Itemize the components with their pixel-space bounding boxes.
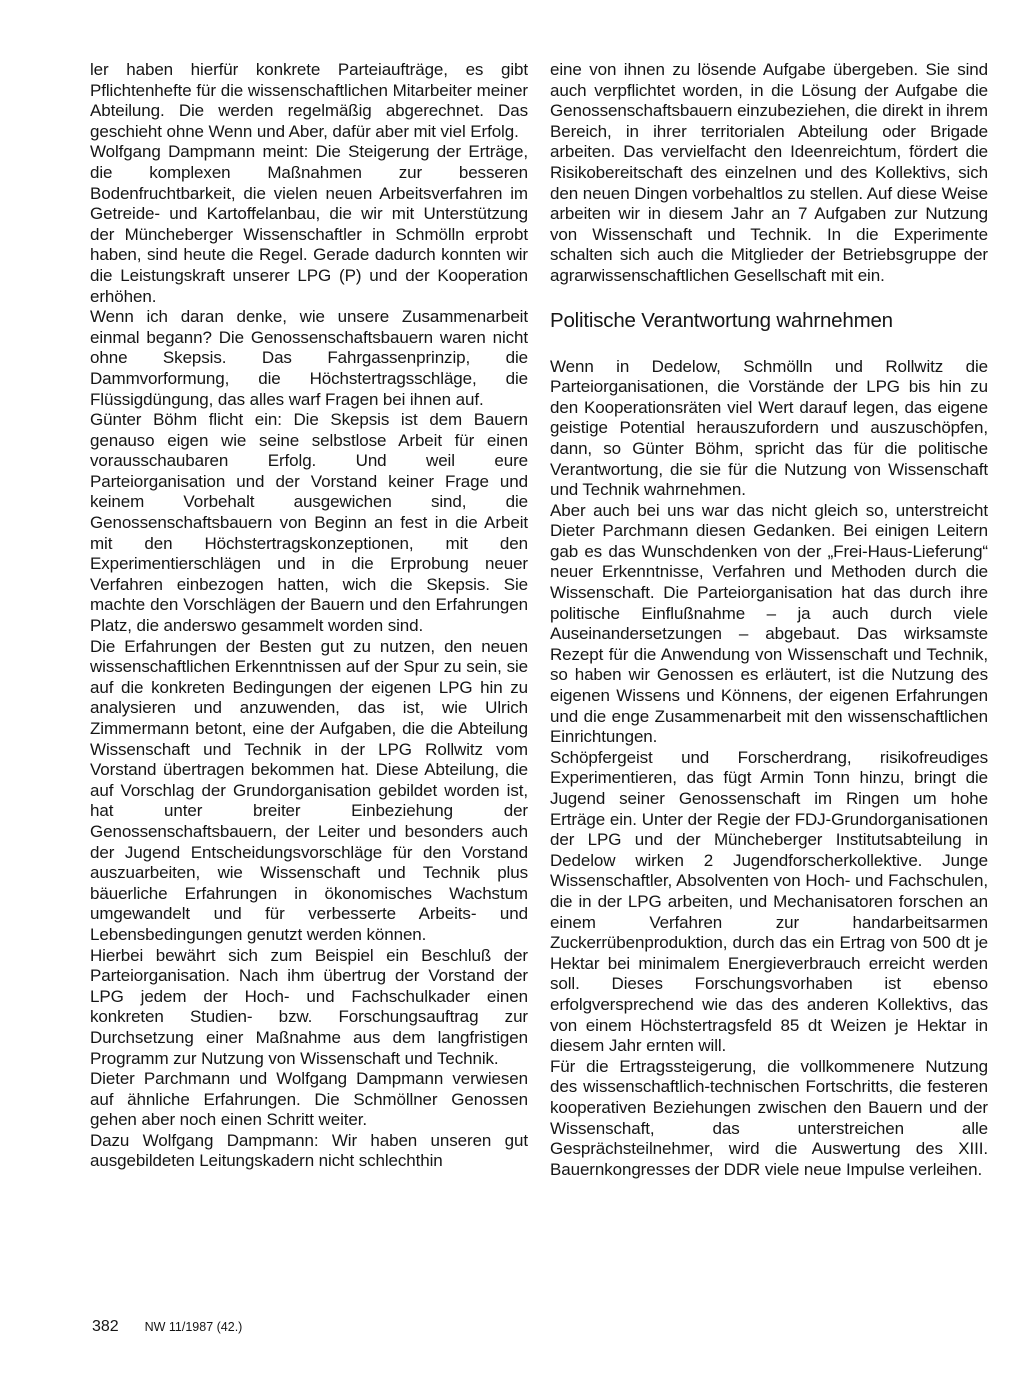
paragraph: Günter Böhm flicht ein: Die Skepsis ist dem Bauern genauso eigen wie seine selbstlose Arbeit für einen vorausschaubaren Erfolg. Und weil eure Parteiorganisation und der Vorstand keiner Frage und keinem Vorbehalt ausgewichen sind, die Genossenschaftsbauern von Beginn an fest in die Arbeit mit den Höchstertragskonzeptionen, mit den Experimentierschlägen und in die Erprobung neuer Verfahren einbezogen hatten, wich die Skepsis. Sie machte den Vorschlägen der Bauern und den Erfahrungen Platz, die anderswo gesammelt worden sind.	[90, 410, 528, 636]
paragraph: Die Erfahrungen der Besten gut zu nutzen, den neuen wissenschaftlichen Erkenntnissen auf der Spur zu sein, sie auf die konkreten Bedingungen der eigenen LPG hin zu analysieren und anzuwenden, das ist, wie Ulrich Zimmermann betont, eine der Aufgaben, die die Abteilung Wissenschaft und Technik in der LPG Rollwitz vom Vorstand übertragen bekommen hat. Diese Abteilung, die auf Vorschlag der Grundorganisation gebildet worden ist, hat unter breiter Einbeziehung der Genossenschaftsbauern, der Leiter und besonders auch der Jugend Entscheidungsvorschläge für den Vorstand auszuarbeiten, wie Wissenschaft und Technik plus bäuerliche Erfahrungen in ökonomisches Wachstum umgewandelt und für verbesserte Arbeits- und Lebensbedingungen genutzt werden können.	[90, 636, 528, 944]
paragraph: Wolfgang Dampmann meint: Die Steigerung der Erträge, die komplexen Maßnahmen zur besseren Bodenfruchtbarkeit, die vielen neuen Arbeitsverfahren im Getreide- und Kartoffelanbau, die wir mit Unterstützung der Müncheberger Wissenschaftler in Schmölln erprobt haben, sind heute die Regel. Gerade dadurch konnten wir die Leistungskraft unserer LPG (P) und der Kooperation erhöhen.	[90, 142, 528, 306]
left-column	[90, 60, 528, 1172]
page-footer	[92, 1318, 242, 1336]
paragraph: Hierbei bewährt sich zum Beispiel ein Beschluß der Parteiorganisation. Nach ihm übertrug der Vorstand der LPG jedem der Hoch- und Fachschulkader einen konkreten Studien- bzw. Forschungsauftrag zur Durchsetzung einer Maßnahme aus dem langfristigen Programm zur Nutzung von Wissenschaft und Technik.	[90, 945, 528, 1068]
section-heading: Politische Verantwortung wahrnehmen	[550, 308, 893, 332]
paragraph: Für die Ertragssteigerung, die vollkommenere Nutzung des wissenschaftlich-technischen Fortschritts, die festeren kooperativen Beziehungen zwischen den Bauern und der Wissenschaft, das unterstreichen alle Gesprächsteilnehmer, wird die Auswertung des XIII. Bauernkongresses der DDR viele neue Impulse verleihen.	[550, 1056, 988, 1179]
right-column	[550, 60, 988, 1180]
paragraph: ler haben hierfür konkrete Parteiaufträge, es gibt Pflichtenhefte für die wissenschaftlichen Mitarbeiter meiner Abteilung. Die werden regelmäßig abgerechnet. Das geschieht ohne Wenn und Aber, dafür aber mit viel Erfolg.	[90, 60, 528, 141]
issue-label: NW 11/1987 (42.)	[144, 1320, 243, 1334]
paragraph: eine von ihnen zu lösende Aufgabe übergeben. Sie sind auch verpflichtet worden, in die Lösung der Aufgabe die Genossenschaftsbauern einzubeziehen, die direkt in ihrem Bereich, in ihrer territorialen Abteilung oder Brigade arbeiten. Das vervielfacht den Ideenreichtum, fördert die Risikobereitschaft des einzelnen und des Kollektivs, sich den neuen Dingen vorbehaltlos zu stellen. Auf diese Weise arbeiten wir in diesem Jahr an 7 Aufgaben zur Nutzung von Wissenschaft und Technik. In die Experimente schalten sich auch die Mitglieder der Betriebsgruppe der agrarwissenschaftlichen Gesellschaft mit ein.	[550, 60, 988, 285]
paragraph: Schöpfergeist und Forscherdrang, risikofreudiges Experimentieren, das fügt Armin Tonn hinzu, bringt die Jugend seiner Genossenschaft im Ringen um hohe Erträge ein. Unter der Regie der FDJ-Grundorganisationen der LPG und der Müncheberger Institutsabteilung in Dedelow wirken 2 Jugendforscherkollektive. Junge Wissenschaftler, Absolventen von Hoch- und Fachschulen, die in der LPG arbeiten, und Mechanisatoren forschen an einem Verfahren zur handarbeitsarmen Zuckerrübenproduktion, durch das ein Ertrag von 500 dt je Hektar bei minimalem Energieverbrauch erreicht werden soll. Dieses Forschungsvorhaben ist ebenso erfolgversprechend wie das des anderen Kollektivs, das von einem Höchstertragsfeld 85 dt Weizen je Hektar in diesem Jahr ernten will.	[550, 747, 988, 1056]
paragraph: Wenn in Dedelow, Schmölln und Rollwitz die Parteiorganisationen, die Vorstände der LPG bis hin zu den Kooperationsräten viel Wert darauf legen, das eigene geistige Potential herauszufordern und auszuschöpfen, dann, so Günter Böhm, spricht das für die politische Verantwortung, die sie für die Nutzung von Wissenschaft und Technik wahrnehmen.	[550, 356, 988, 500]
paragraph: Wenn ich daran denke, wie unsere Zusammenarbeit einmal begann? Die Genossenschaftsbauern waren nicht ohne Skepsis. Das Fahrgassenprinzip, die Dammvorformung, die Höchstertragsschläge, die Flüssigdüngung, das alles warf Fragen bei ihnen auf.	[90, 307, 528, 409]
paragraph: Aber auch bei uns war das nicht gleich so, unterstreicht Dieter Parchmann diesen Gedanken. Bei einigen Leitern gab es das Wunschdenken von der „Frei-Haus-Lieferung“ neuer Erkenntnisse, Verfahren und Methoden durch die Wissenschaft. Die Parteiorganisation hat das durch ihre politische Einflußnahme – ja auch durch viele Auseinandersetzungen – abgebaut. Das wirksamste Rezept für die Anwendung von Wissenschaft und Technik, so haben wir Genossen es erläutert, ist die Nutzung des eigenen Wissens und Könnens, der eigenen Erfahrungen und die enge Zusammenarbeit mit den wissenschaftlichen Einrichtungen.	[550, 500, 988, 747]
paragraph: Dieter Parchmann und Wolfgang Dampmann verwiesen auf ähnliche Erfahrungen. Die Schmöllner Genossen gehen aber noch einen Schritt weiter.	[90, 1069, 528, 1130]
page-number: 382	[92, 1318, 119, 1335]
paragraph: Dazu Wolfgang Dampmann: Wir haben unseren gut ausgebildeten Leitungskadern nicht schlechthin	[90, 1130, 528, 1171]
